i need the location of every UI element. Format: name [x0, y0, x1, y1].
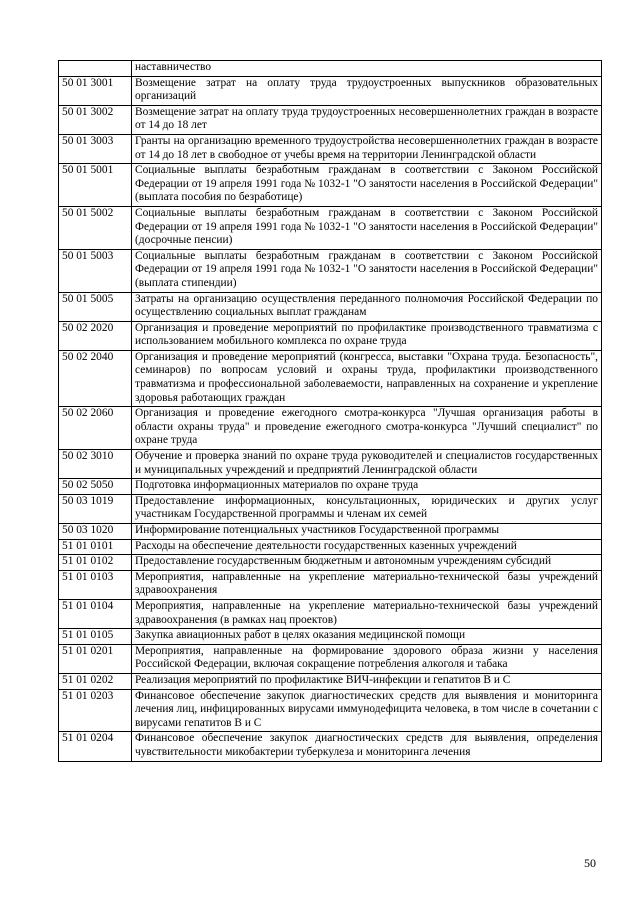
table-row: [59, 134, 602, 163]
row-code: 51 01 0202: [59, 673, 132, 689]
row-code: 50 01 5001: [59, 164, 132, 207]
row-description: Расходы на обеспечение деятельности государственных казенных учреждений: [132, 539, 602, 555]
row-description: Реализация мероприятий по профилактике ВИЧ-инфекции и гепатитов B и C: [132, 673, 602, 689]
row-code: 50 01 3003: [59, 134, 132, 163]
row-description: Организация и проведение мероприятий по профилактике производственного травматизма с использованием мобильного комплекса по охране труда: [132, 321, 602, 350]
table-row: [59, 76, 602, 105]
row-code: 50 01 5005: [59, 292, 132, 321]
row-code: 51 01 0105: [59, 629, 132, 645]
table-row: [59, 164, 602, 207]
row-description: Возмещение затрат на оплату труда трудоустроенных несовершеннолетних граждан в возрасте от 14 до 18 лет: [132, 105, 602, 134]
row-description: Социальные выплаты безработным гражданам в соответствии с Законом Российской Федерации от 19 апреля 1991 года № 1032-1 "О занятости населения в Российской Федерации" (выплата пособия по безработице): [132, 164, 602, 207]
table-row: [59, 732, 602, 761]
table-row: [59, 555, 602, 571]
budget-codes-table: [58, 60, 602, 762]
row-description: Социальные выплаты безработным гражданам в соответствии с Законом Российской Федерации от 19 апреля 1991 года № 1032-1 "О занятости населения в Российской Федерации" (выплата стипендии): [132, 249, 602, 292]
row-description: Организация и проведение мероприятий (конгресса, выставки "Охрана труда. Безопасность", семинаров) по вопросам условий и охраны труда, профилактики производственного травматизма и профессиональной заболеваемости, направленных на сохранение и укрепление здоровья работающих граждан: [132, 350, 602, 406]
row-description: Информирование потенциальных участников Государственной программы: [132, 524, 602, 540]
row-code: 51 01 0101: [59, 539, 132, 555]
table-row: [59, 494, 602, 523]
row-code: 50 01 5003: [59, 249, 132, 292]
row-description: Финансовое обеспечение закупок диагностических средств для выявления и мониторинга лечения лиц, инфицированных вирусами иммунодефицита человека, в том числе в сочетании с вирусами гепатитов B и C: [132, 689, 602, 732]
row-code: 51 01 0203: [59, 689, 132, 732]
table-row: [59, 321, 602, 350]
table-row: [59, 450, 602, 479]
row-code: [59, 61, 132, 77]
table-row: [59, 350, 602, 406]
row-code: 51 01 0102: [59, 555, 132, 571]
row-code: 50 02 2040: [59, 350, 132, 406]
row-description: Гранты на организацию временного трудоустройства несовершеннолетних граждан в возрасте от 14 до 18 лет в свободное от учебы время на территории Ленинградской области: [132, 134, 602, 163]
row-description: Мероприятия, направленные на формирование здорового образа жизни у населения Российской Федерации, включая сокращение потребления алкоголя и табака: [132, 644, 602, 673]
table-row: [59, 479, 602, 495]
row-description: Мероприятия, направленные на укрепление материально-технической базы учреждений здравоохранения (в рамках нац проектов): [132, 599, 602, 628]
table-row: [59, 689, 602, 732]
table-row: [59, 629, 602, 645]
row-description: Мероприятия, направленные на укрепление материально-технической базы учреждений здравоохранения: [132, 570, 602, 599]
row-code: 50 02 2020: [59, 321, 132, 350]
table-row: [59, 292, 602, 321]
table-row: [59, 206, 602, 249]
row-code: 50 03 1020: [59, 524, 132, 540]
page-number: 50: [584, 856, 596, 870]
row-description: Социальные выплаты безработным гражданам в соответствии с Законом Российской Федерации от 19 апреля 1991 года № 1032-1 "О занятости населения в Российской Федерации" (досрочные пенсии): [132, 206, 602, 249]
table-row: [59, 673, 602, 689]
row-description: Предоставление государственным бюджетным и автономным учреждениям субсидий: [132, 555, 602, 571]
row-description: Возмещение затрат на оплату труда трудоустроенных выпускников образовательных организаций: [132, 76, 602, 105]
row-code: 51 01 0201: [59, 644, 132, 673]
table-row: [59, 407, 602, 450]
row-code: 50 02 3010: [59, 450, 132, 479]
row-description: Предоставление информационных, консультационных, юридических и других услуг участникам Государственной программы и членам их семей: [132, 494, 602, 523]
table-row: [59, 539, 602, 555]
row-description: Обучение и проверка знаний по охране труда руководителей и специалистов государственных и муниципальных учреждений и предприятий Ленинградской области: [132, 450, 602, 479]
table-row: [59, 105, 602, 134]
row-description: Подготовка информационных материалов по охране труда: [132, 479, 602, 495]
row-code: 50 02 2060: [59, 407, 132, 450]
table-row: [59, 599, 602, 628]
table-body: [59, 61, 602, 762]
row-code: 51 01 0204: [59, 732, 132, 761]
row-code: 50 02 5050: [59, 479, 132, 495]
row-description: Закупка авиационных работ в целях оказания медицинской помощи: [132, 629, 602, 645]
row-code: 51 01 0103: [59, 570, 132, 599]
row-code: 50 01 3001: [59, 76, 132, 105]
row-code: 50 01 3002: [59, 105, 132, 134]
table-row: [59, 570, 602, 599]
row-description: Затраты на организацию осуществления переданного полномочия Российской Федерации по осуществлению социальных выплат гражданам: [132, 292, 602, 321]
table-row: [59, 524, 602, 540]
table-row: [59, 644, 602, 673]
row-code: 50 01 5002: [59, 206, 132, 249]
row-code: 51 01 0104: [59, 599, 132, 628]
table-row: [59, 249, 602, 292]
row-description: Финансовое обеспечение закупок диагностических средств для выявления, определения чувствительности микобактерии туберкулеза и мониторинга лечения: [132, 732, 602, 761]
row-description: наставничество: [132, 61, 602, 77]
table-row: [59, 61, 602, 77]
row-description: Организация и проведение ежегодного смотра-конкурса "Лучшая организация работы в области охраны труда" и проведение ежегодного смотра-конкурса "Лучший специалист" по охране труда: [132, 407, 602, 450]
row-code: 50 03 1019: [59, 494, 132, 523]
